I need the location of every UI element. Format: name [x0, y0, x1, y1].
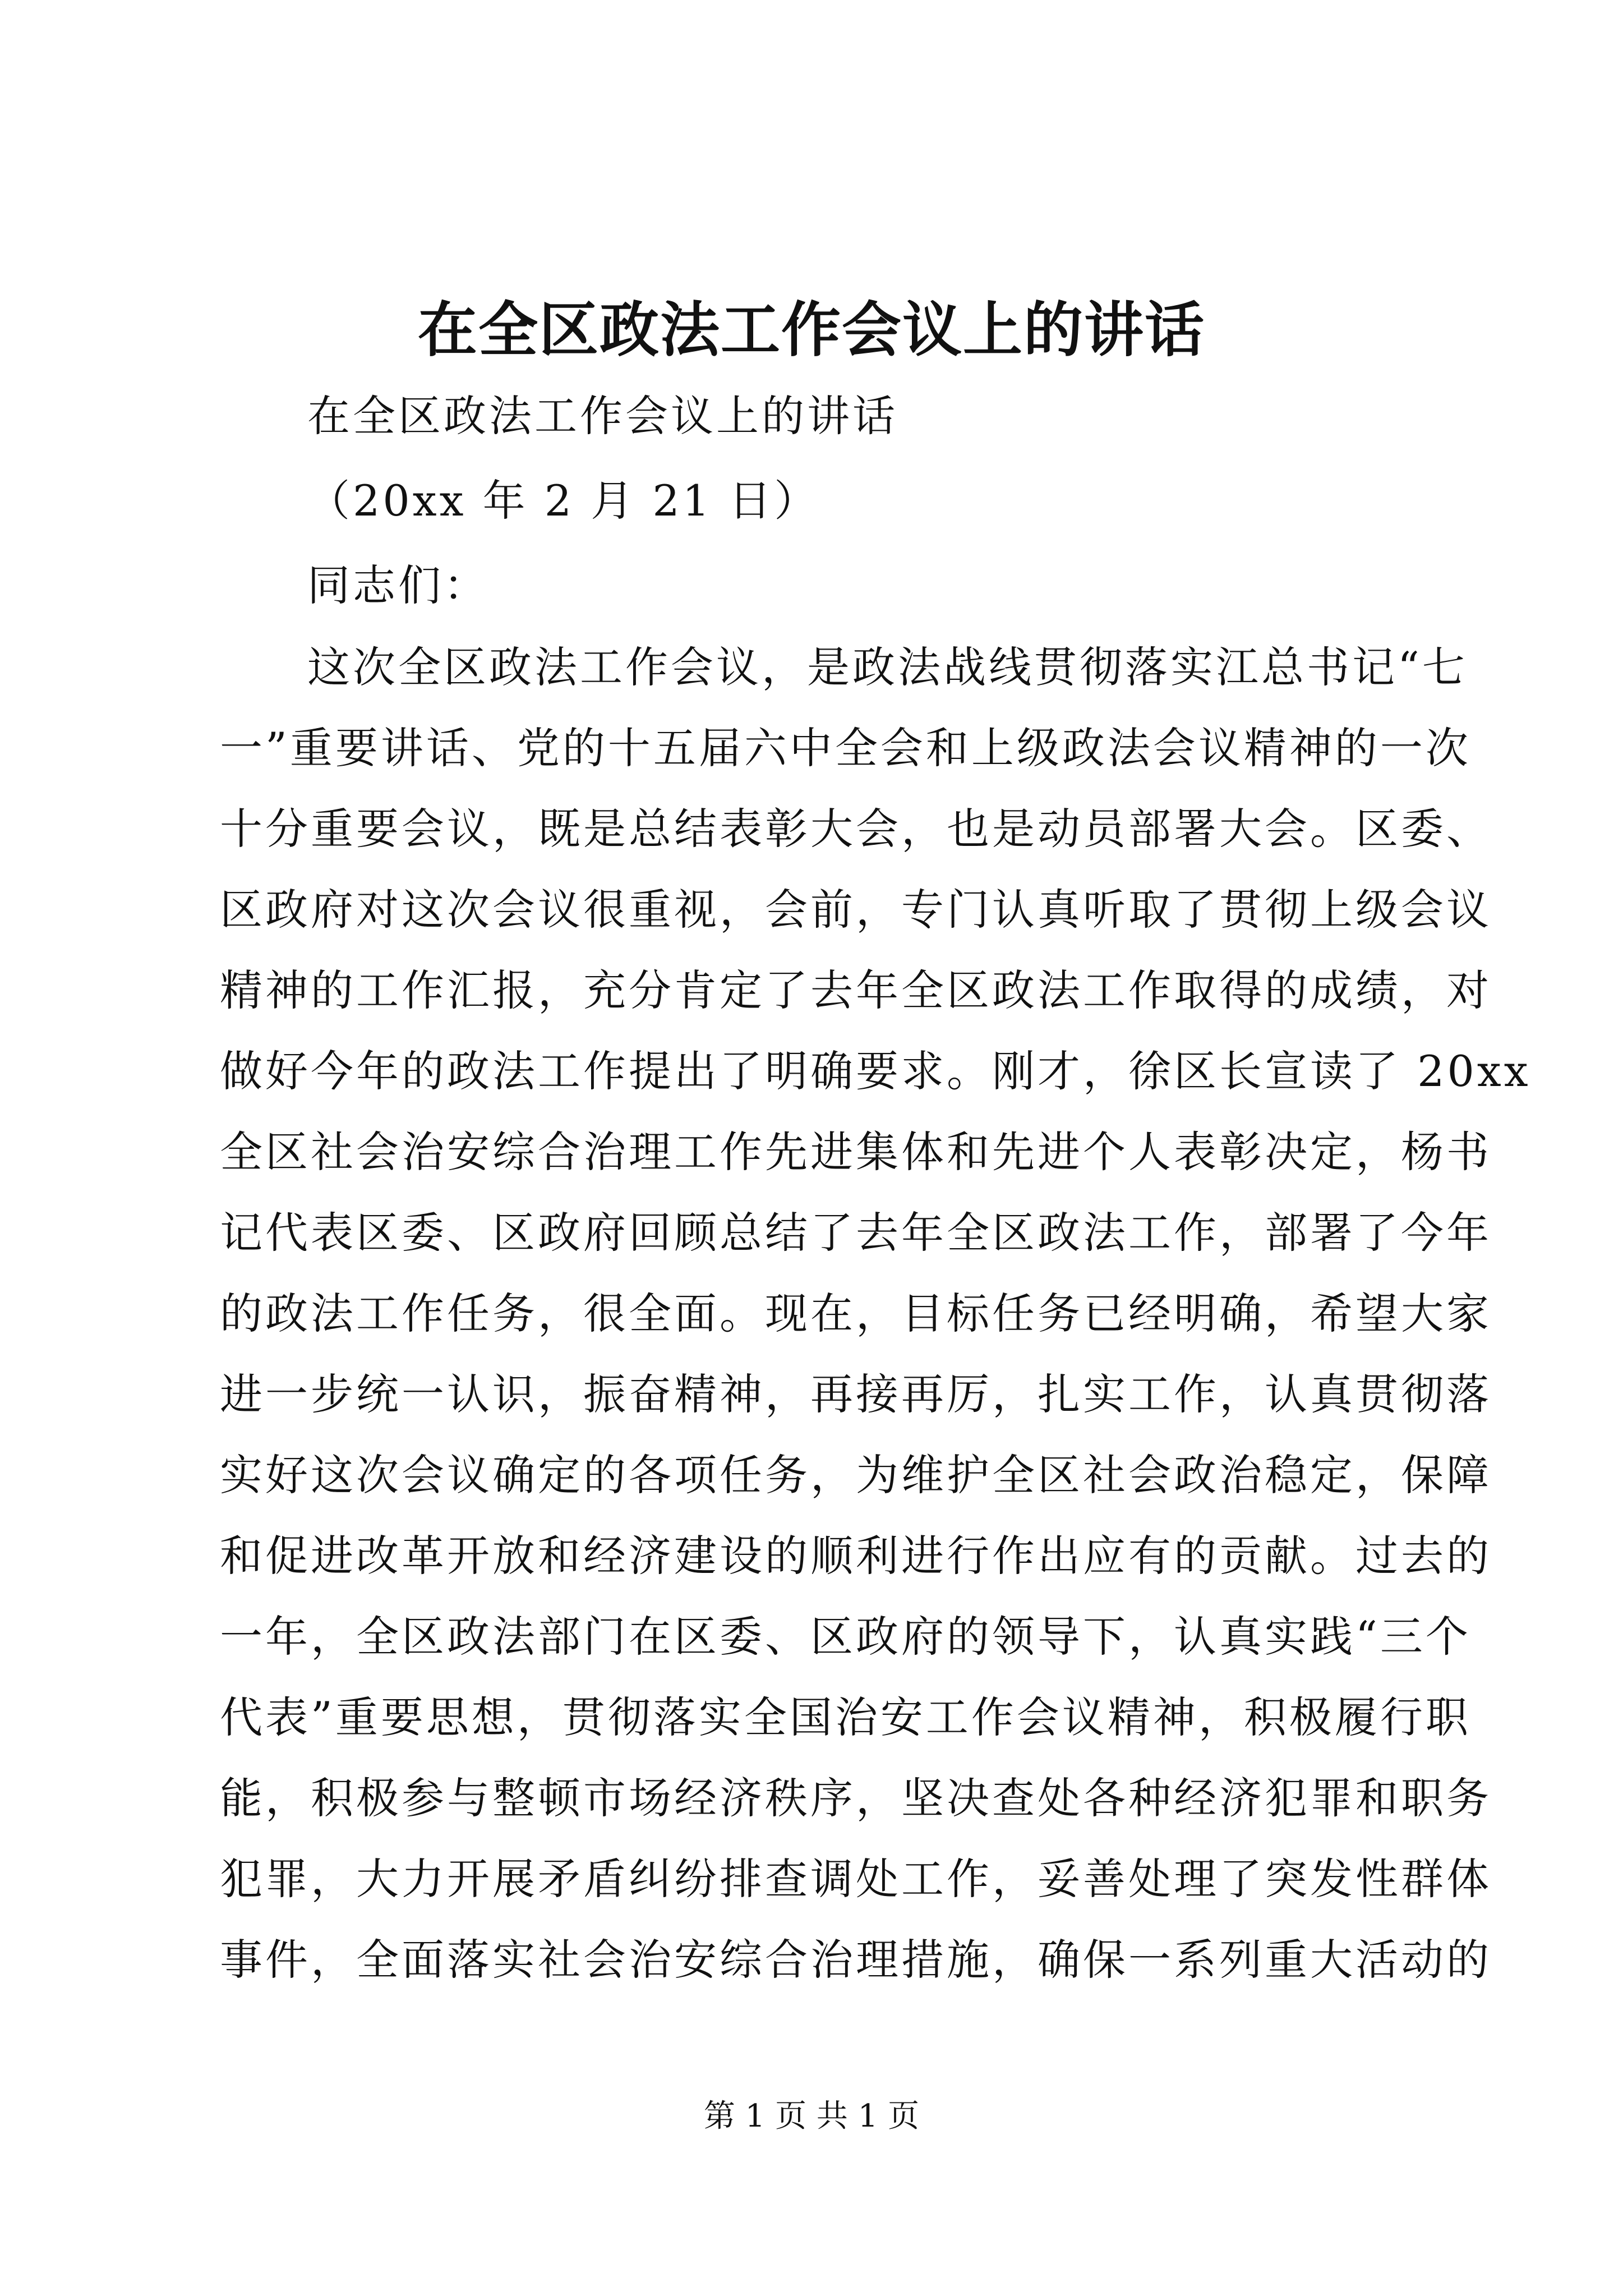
body-line: 精神的工作汇报，充分肯定了去年全区政法工作取得的成绩，对: [220, 965, 1492, 1015]
body-line: 代表”重要思想，贯彻落实全国治安工作会议精神，积极履行职: [220, 1692, 1471, 1742]
body-line: 一年，全区政法部门在区委、区政府的领导下，认真实践“三个: [220, 1612, 1471, 1662]
body-line: 做好今年的政法工作提出了明确要求。刚才，徐区长宣读了 20xx: [220, 1046, 1531, 1096]
body-line: 犯罪，大力开展矛盾纠纷排查调处工作，妥善处理了突发性群体: [220, 1854, 1492, 1904]
page-title: 在全区政法工作会议上的讲话: [418, 295, 1205, 365]
body-line: 能，积极参与整顿市场经济秩序，坚决查处各种经济犯罪和职务: [220, 1773, 1492, 1823]
document-date: （20xx 年 2 月 21 日）: [307, 476, 820, 526]
body-line: 一”重要讲话、党的十五届六中全会和上级政法会议精神的一次: [220, 723, 1471, 773]
salutation: 同志们：: [307, 560, 489, 610]
body-line: 和促进改革开放和经济建设的顺利进行作出应有的贡献。过去的: [220, 1531, 1492, 1581]
page-footer: 第 1 页 共 1 页: [703, 2098, 920, 2134]
document-subtitle: 在全区政法工作会议上的讲话: [307, 391, 898, 441]
body-line: 的政法工作任务，很全面。现在，目标任务已经明确，希望大家: [220, 1289, 1492, 1338]
body-line: 事件，全面落实社会治安综合治理措施，确保一系列重大活动的: [220, 1935, 1492, 1985]
body-line: 区政府对这次会议很重视，会前，专门认真听取了贯彻上级会议: [220, 885, 1492, 935]
body-line: 进一步统一认识，振奋精神，再接再厉，扎实工作，认真贯彻落: [220, 1369, 1492, 1419]
body-line: 十分重要会议，既是总结表彰大会，也是动员部署大会。区委、: [220, 804, 1492, 854]
body-line: 实好这次会议确定的各项任务，为维护全区社会政治稳定，保障: [220, 1450, 1492, 1500]
body-line: 记代表区委、区政府回顾总结了去年全区政法工作，部署了今年: [220, 1208, 1492, 1258]
body-line: 全区社会治安综合治理工作先进集体和先进个人表彰决定，杨书: [220, 1127, 1492, 1177]
body-line: 这次全区政法工作会议，是政法战线贯彻落实江总书记“七: [307, 642, 1468, 692]
